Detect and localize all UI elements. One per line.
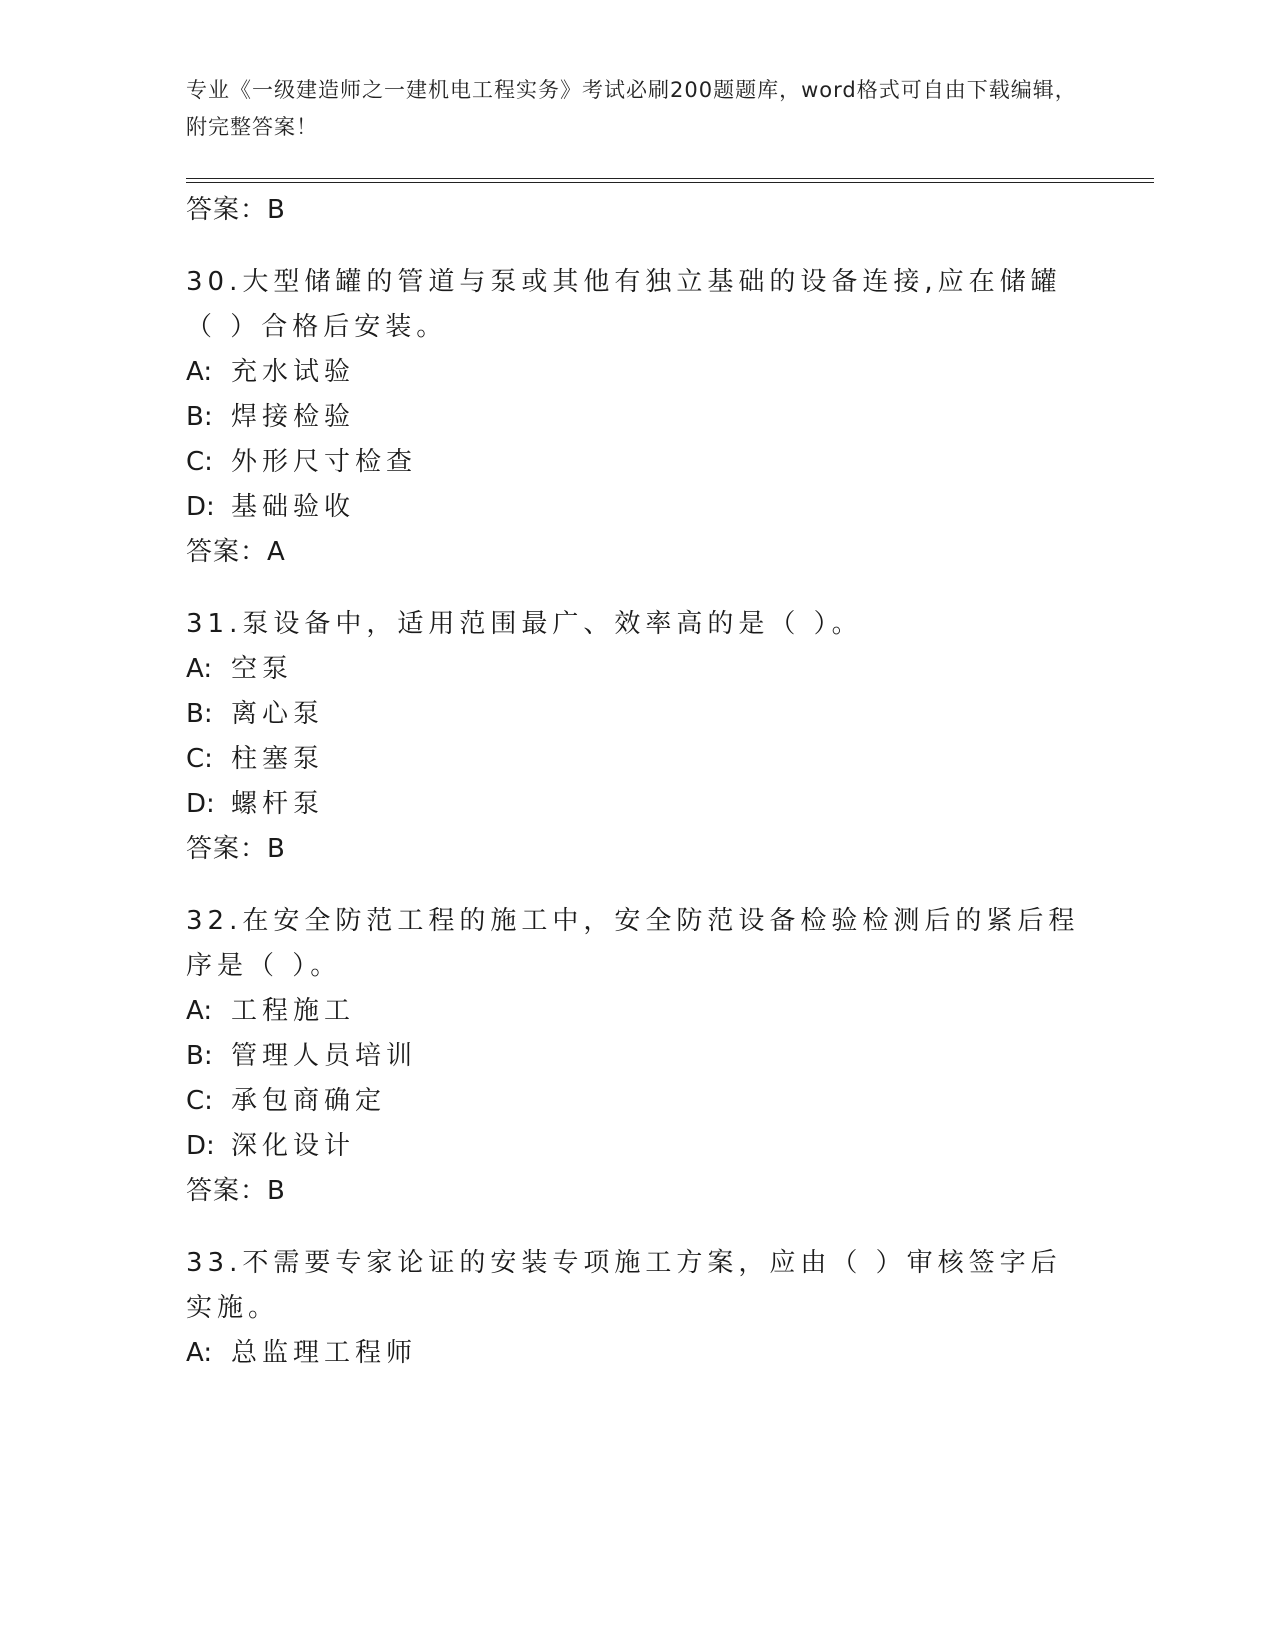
question-block <box>186 1241 1086 1376</box>
option-letter: A: <box>186 357 213 387</box>
option-text: 空泵 <box>231 654 294 684</box>
question-text: 32.在安全防范工程的施工中，安全防范设备检验检测后的紧后程序是（ ）。 <box>186 906 1080 981</box>
option-a <box>186 350 1086 395</box>
option-b <box>186 1034 1086 1079</box>
option-a <box>186 1331 1086 1376</box>
option-text: 外形尺寸检查 <box>231 447 418 477</box>
question-block <box>186 602 1086 871</box>
question-text: 31.泵设备中，适用范围最广、效率高的是（ ）。 <box>186 609 863 639</box>
option-letter: B: <box>186 1041 213 1071</box>
option-b <box>186 395 1086 440</box>
option-text: 深化设计 <box>231 1131 356 1161</box>
option-letter: B: <box>186 699 213 729</box>
option-letter: D: <box>186 492 215 522</box>
option-text: 焊接检验 <box>231 402 356 432</box>
option-a <box>186 989 1086 1034</box>
header-divider-top <box>186 178 1154 179</box>
option-letter: C: <box>186 447 213 477</box>
answer-line: 答案：B <box>186 1176 286 1206</box>
question-block <box>186 260 1086 574</box>
option-a <box>186 647 1086 692</box>
answer-line: 答案：B <box>186 834 286 864</box>
option-letter: C: <box>186 1086 213 1116</box>
option-text: 总监理工程师 <box>231 1338 418 1368</box>
option-text: 管理人员培训 <box>231 1041 418 1071</box>
option-letter: D: <box>186 789 215 819</box>
option-text: 承包商确定 <box>231 1086 387 1116</box>
option-d <box>186 485 1086 530</box>
option-d <box>186 782 1086 827</box>
header-divider-bottom <box>186 182 1154 183</box>
question-block <box>186 899 1086 1213</box>
option-text: 螺杆泵 <box>231 789 325 819</box>
option-d <box>186 1124 1086 1169</box>
option-b <box>186 692 1086 737</box>
option-text: 离心泵 <box>231 699 325 729</box>
question-list <box>186 188 1086 1376</box>
option-text: 柱塞泵 <box>231 744 325 774</box>
option-c <box>186 1079 1086 1124</box>
document-header: 专业《一级建造师之一建机电工程实务》考试必刷200题题库，word格式可自由下载编辑，附完整答案！ <box>186 78 1077 139</box>
option-c <box>186 440 1086 485</box>
answer-line: 答案：A <box>186 537 286 567</box>
question-text: 33.不需要专家论证的安装专项施工方案，应由（ ）审核签字后实施。 <box>186 1248 1062 1323</box>
option-text: 工程施工 <box>231 996 356 1026</box>
option-letter: A: <box>186 1338 213 1368</box>
answer-line: 答案：B <box>186 195 286 225</box>
option-letter: B: <box>186 402 213 432</box>
option-letter: C: <box>186 744 213 774</box>
option-text: 充水试验 <box>231 357 356 387</box>
option-letter: A: <box>186 996 213 1026</box>
option-text: 基础验收 <box>231 492 356 522</box>
option-letter: A: <box>186 654 213 684</box>
option-c <box>186 737 1086 782</box>
question-text: 30.大型储罐的管道与泵或其他有独立基础的设备连接,应在储罐（ ）合格后安装。 <box>186 267 1062 342</box>
option-letter: D: <box>186 1131 215 1161</box>
